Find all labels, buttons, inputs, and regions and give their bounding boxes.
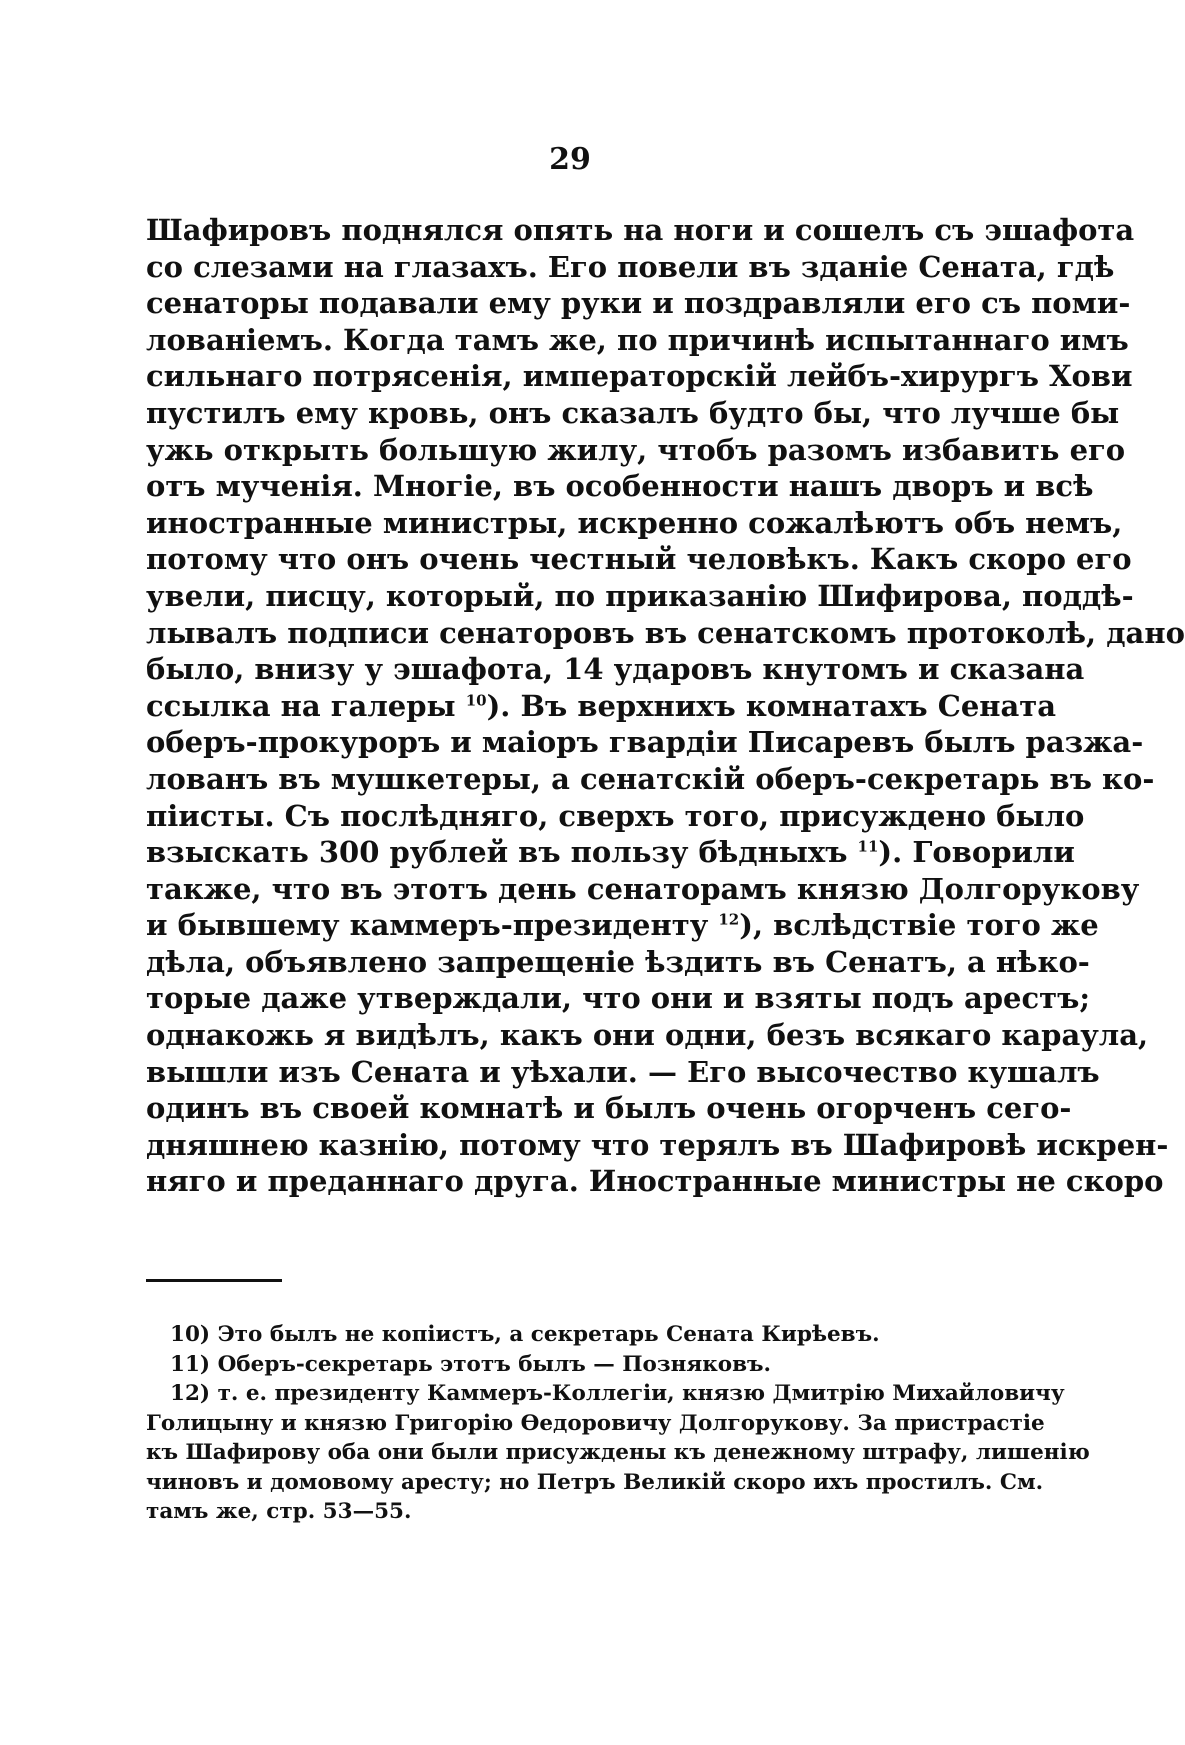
text-line: взыскать 300 рублей въ пользу бѣдныхъ $^{11}$). Говорили <box>146 835 1075 870</box>
text-line: пустилъ ему кровь, онъ сказалъ будто бы, что лучше бы <box>146 395 1120 430</box>
text-line: ссылка на галеры $^{10}$). Въ верхнихъ комнатахъ Сената <box>146 688 1057 723</box>
text-line: также, что въ этотъ день сенаторамъ князю Долгорукову <box>146 871 1140 906</box>
text-line: дняшнею казнію, потому что терялъ въ Шафировѣ искрен- <box>146 1127 1169 1162</box>
footnotes <box>146 1320 1090 1527</box>
text-line: сильнаго потрясенія, императорскій лейбъ-хирургъ Хови <box>146 359 1133 394</box>
text-line: торые даже утверждали, что они и взяты подъ арестъ; <box>146 981 1091 1016</box>
text-line: иностранные министры, искренно сожалѣютъ объ немъ, <box>146 505 1123 540</box>
text-line: Шафировъ поднялся опять на ноги и сошелъ съ эшафота <box>146 213 1135 247</box>
footnote-line: 11) Оберъ-секретарь этотъ былъ — Позняковъ. <box>170 1351 771 1377</box>
text-line: со слезами на глазахъ. Его повели въ зданіе Сената, гдѣ <box>146 249 1115 284</box>
text-line: одинъ въ своей комнатѣ и былъ очень огорченъ сего- <box>146 1091 1072 1126</box>
main-text <box>146 212 1185 1200</box>
footnote-rule <box>146 1279 282 1282</box>
text-line: однакожь я видѣлъ, какъ они одни, безъ всякаго караула, <box>146 1018 1149 1053</box>
text-line: потому что онъ очень честный человѣкъ. Какъ скоро его <box>146 542 1132 577</box>
text-line: вышли изъ Сената и уѣхали. — Его высочество кушалъ <box>146 1054 1100 1089</box>
footnote-line: 12) т. е. президенту Каммеръ-Коллегіи, князю Дмитрію Михайловичу <box>170 1381 1065 1406</box>
text-line: было, внизу у эшафота, 14 ударовъ кнутомъ и сказана <box>146 652 1085 687</box>
text-line: няго и преданнаго друга. Иностранные министры не скоро <box>146 1164 1164 1199</box>
text-line: и бывшему каммеръ-президенту $^{12}$), вслѣдствіе того же <box>146 908 1099 943</box>
footnote-marker: 11 <box>857 837 879 856</box>
text-line: оберъ-прокуроръ и маіоръ гвардіи Писаревъ былъ разжа- <box>146 725 1144 760</box>
text-line: ужь открыть большую жилу, чтобъ разомъ избавить его <box>146 432 1126 467</box>
footnote-marker: 12 <box>718 910 740 929</box>
page-number: 29 <box>549 142 591 177</box>
footnote-marker: 10 <box>465 691 487 710</box>
text-line: лованіемъ. Когда тамъ же, по причинѣ испытаннаго имъ <box>146 322 1129 357</box>
text-line: увели, писцу, который, по приказанію Шифирова, поддѣ- <box>146 578 1134 613</box>
footnote-line: 10) Это былъ не копіистъ, а секретарь Сената Кирѣевъ. <box>170 1322 880 1347</box>
footnote-line: къ Шафирову оба они были присуждены къ денежному штрафу, лишенію <box>146 1440 1090 1465</box>
text-line: лованъ въ мушкетеры, а сенатскій оберъ-секретарь въ ко- <box>146 761 1155 796</box>
text-line: дѣла, объявлено запрещеніе ѣздить въ Сенатъ, а нѣко- <box>146 944 1090 979</box>
footnote-line: чиновъ и домовому аресту; но Петръ Великій скоро ихъ простилъ. См. <box>146 1469 1044 1495</box>
text-line: піисты. Съ послѣдняго, сверхъ того, присуждено было <box>146 798 1085 833</box>
footnote-line: тамъ же, стр. 53—55. <box>146 1499 412 1524</box>
footnote-line: Голицыну и князю Григорію Ѳедоровичу Долгорукову. За пристрастіе <box>146 1410 1045 1436</box>
text-line: сенаторы подавали ему руки и поздравляли его съ поми- <box>146 286 1131 321</box>
text-line: отъ мученія. Многіе, въ особенности нашъ дворъ и всѣ <box>146 469 1094 504</box>
text-line: лывалъ подписи сенаторовъ въ сенатскомъ протоколѣ, дано <box>146 615 1185 650</box>
